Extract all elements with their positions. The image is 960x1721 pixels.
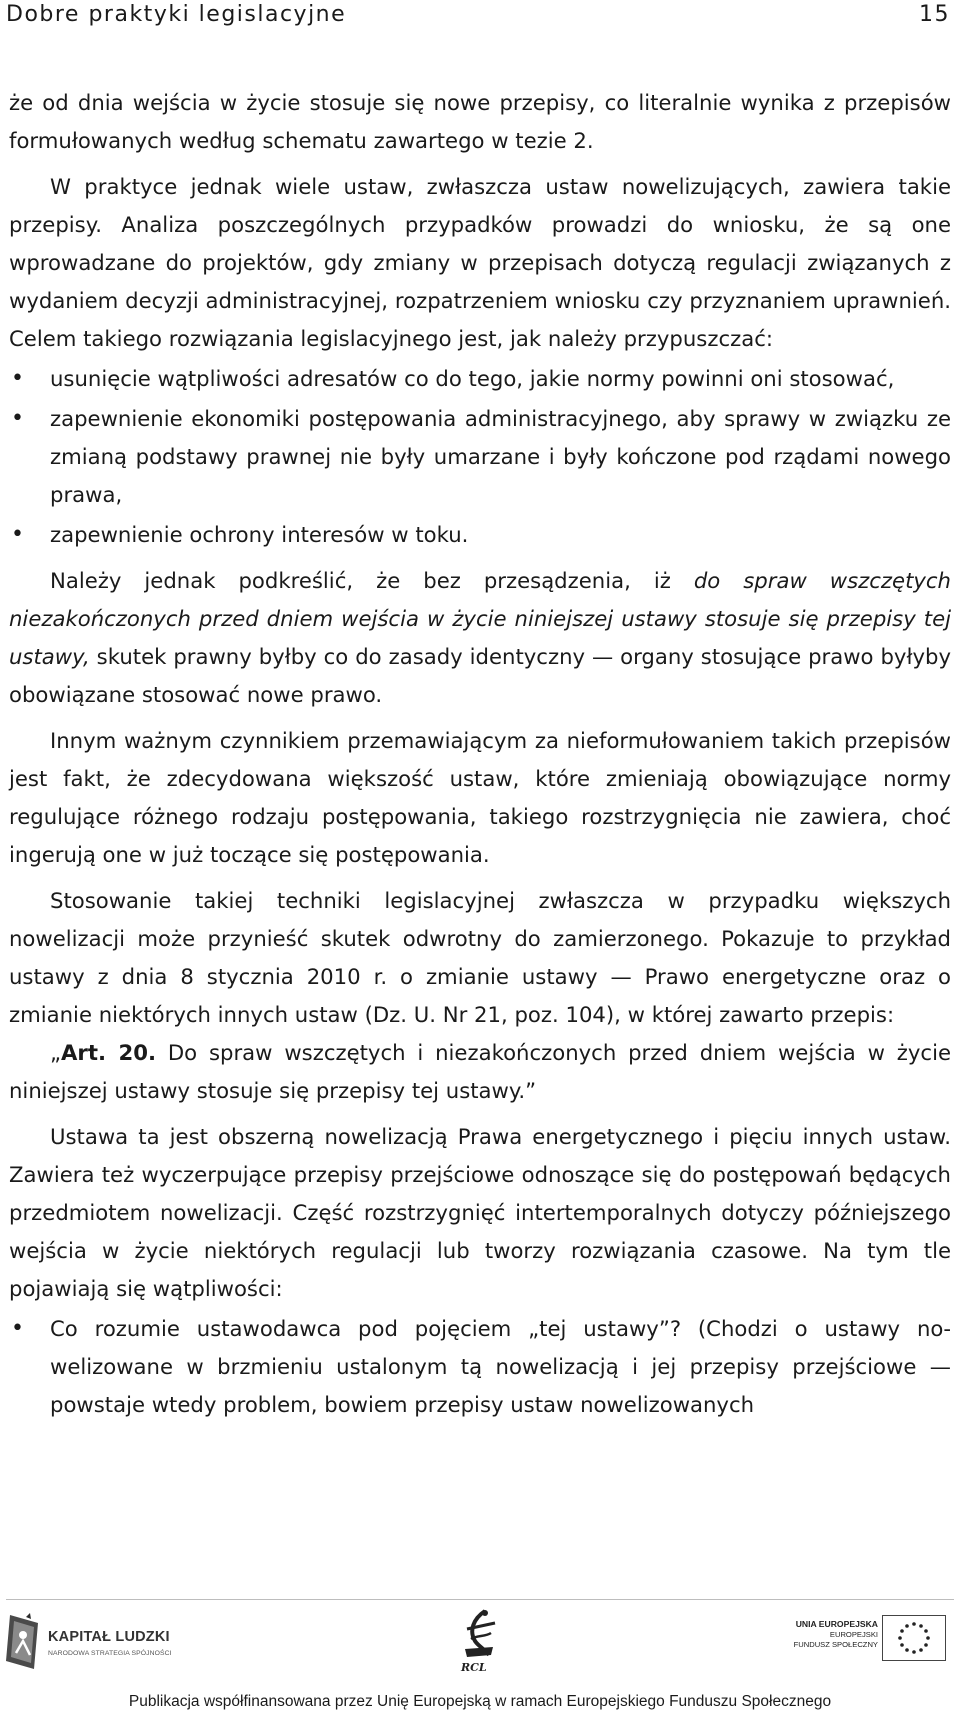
running-title: Dobre praktyki legislacyjne (6, 2, 347, 27)
paragraph-4: Innym ważnym czynnikiem przemawiającym za nieformułowaniem takich przepisów jest fakt, że zdecydowana większość ustaw, które zmieniają obowiązujące normy regulujące różnego rodzaju postępowania, takiego rozstrzygnięcia nie zawiera, choć ingerują one w już toczące się postępowania. (9, 728, 951, 867)
quote-open-mark: „ (50, 1040, 61, 1065)
eu-flag-icon (882, 1615, 946, 1661)
eu-line-1: UNIA EUROPEJSKA (795, 1619, 878, 1629)
paragraph-6: Ustawa ta jest obszerną nowelizacją Prawa energetycznego i pięciu innych ustaw. Zawiera też wyczerpujące przepisy przejściowe odnoszące się do postępowań będących przedmiotem nowelizacji. Część rozstrzygnięć intertemporalnych dotyczy późniejszego wejścia w życie niektórych regulacji lub tworzy rozwiązania czasowe. Na tym tle pojawiają się wątpliwości: (9, 1124, 951, 1301)
page-body (9, 84, 951, 1432)
paragraph-3-start: Należy jednak podkreślić, że bez przesądzenia, iż (50, 568, 694, 593)
paragraph-3-end: skutek prawny byłby co do zasady identyczny — organy stosujące prawo byłyby obowiązane stosować nowe prawo. (9, 644, 951, 707)
list-item: • Co rozumie ustawodawca pod pojęciem „tej ustawy”? (Chodzi o ustawy nowelizowane w brzmieniu ustalonym tą nowelizacją i jej przepisy przejściowe — powstaje wtedy problem, bowiem przepisy ustaw nowelizowanych (9, 1310, 951, 1424)
paragraph-2: W praktyce jednak wiele ustaw, zwłaszcza ustaw nowelizujących, zawiera takie przepisy. Analiza poszczególnych przypadków prowadzi do wniosku, że są one wprowadzane do projektów, gdy zmiany w przepisach dotyczą regulacji związanych z wydaniem decyzji administracyjnej, rozpatrzeniem wniosku czy przyznaniem uprawnień. Celem takiego rozwiązania legislacyjnego jest, jak należy przypuszczać: (9, 174, 951, 351)
paragraph-1: że od dnia wejścia w życie stosuje się nowe przepisy, co literalnie wynika z przepisów formułowanych według schematu zawartego w tezie 2. (9, 90, 951, 153)
kapital-ludzki-emblem-icon (4, 1613, 44, 1671)
article-quote (9, 1034, 951, 1110)
list-item: • usunięcie wątpliwości adresatów co do tego, jakie normy powinni oni stosować, (9, 360, 951, 398)
bullet-list-2 (9, 1310, 951, 1424)
paragraph-3 (9, 562, 951, 714)
footer-divider (6, 1599, 954, 1600)
eu-line-3: FUNDUSZ SPOŁECZNY (793, 1640, 878, 1649)
rcl-logo (455, 1609, 505, 1677)
page-number: 15 (919, 2, 950, 27)
quote-text: Do spraw wszczętych i niezakończonych przed dniem wejścia w życie niniejszej ustawy stosuje się przepisy tej ustawy.” (9, 1040, 952, 1103)
kapital-ludzki-title: KAPITAŁ LUDZKI (48, 1629, 170, 1645)
eu-line-2: EUROPEJSKI (829, 1630, 878, 1639)
rcl-label: RCL (461, 1661, 487, 1674)
kapital-ludzki-subtitle: NARODOWA STRATEGIA SPÓJNOŚCI (48, 1650, 172, 1657)
list-item: • zapewnienie ochrony interesów w toku. (9, 516, 951, 554)
eu-text-block (794, 1619, 878, 1650)
running-header (6, 0, 950, 30)
paragraph-3-italic: do spraw wszczętych niezakończonych przed dniem wejścia w życie niniejszej ustawy stosuje się przepisy tej ustawy, (9, 568, 951, 669)
kapital-ludzki-logo (4, 1613, 194, 1673)
eu-efs-logo (788, 1613, 946, 1669)
article-number: Art. 20. (60, 1040, 157, 1065)
rcl-emblem-icon (455, 1609, 505, 1661)
paragraph-5: Stosowanie takiej techniki legislacyjnej zwłaszcza w przypadku większych nowelizacji może przynieść skutek odwrotny do zamierzonego. Pokazuje to przykład ustawy z dnia 8 stycznia 2010 r. o zmianie ustawy — Prawo energetyczne oraz o zmianie niektórych innych ustaw (Dz. U. Nr 21, poz. 104), w której zawarto przepis: (9, 888, 951, 1027)
funding-note: Publikacja współfinansowana przez Unię Europejską w ramach Europejskiego Funduszu Społecznego (128, 1693, 832, 1710)
bullet-list-1 (9, 360, 951, 554)
page-footer (0, 1599, 960, 1721)
list-item: • zapewnienie ekonomiki postępowania administracyjnego, aby sprawy w związku ze zmianą podstawy prawnej nie były umarzane i były kończone pod rządami nowego prawa, (9, 400, 951, 514)
